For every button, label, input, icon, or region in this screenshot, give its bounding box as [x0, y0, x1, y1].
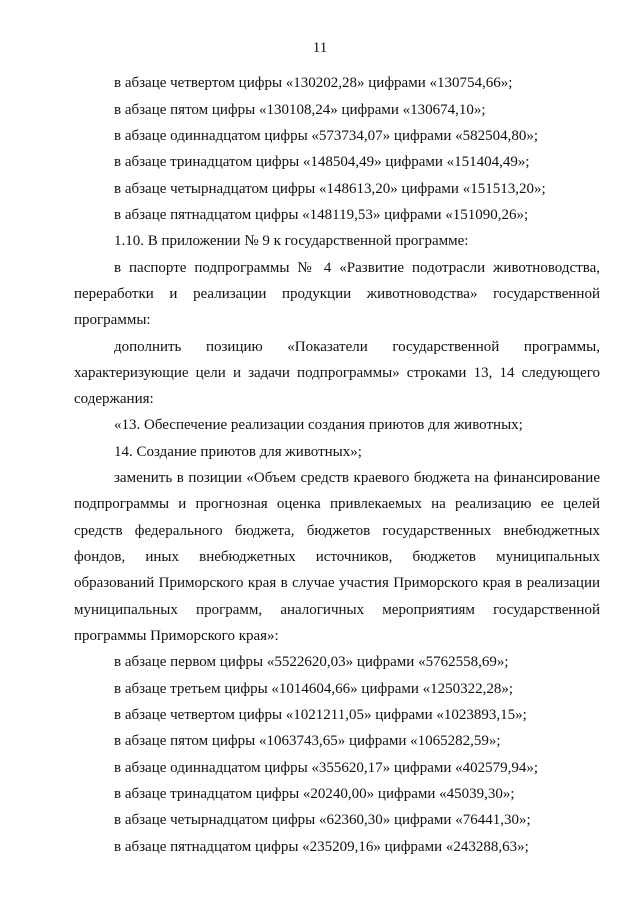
text-line: заменить в позиции «Объем средств краевого бюджета на финансирование	[114, 470, 600, 486]
text-line: в абзаце третьем цифры «1014604,66» цифрами «1250322,28»;	[114, 681, 514, 697]
text-line: содержания:	[74, 391, 154, 407]
text-line: программы:	[74, 312, 151, 328]
text-line: средств федерального бюджета, бюджетов государственных внебюджетных	[74, 523, 600, 539]
text-line: в абзаце четвертом цифры «1021211,05» цифрами «1023893,15»;	[114, 707, 527, 723]
section-heading: 1.10. В приложении № 9 к государственной программе:	[114, 233, 469, 249]
text-line: муниципальных программ, аналогичных мероприятиям государственной	[74, 602, 600, 618]
text-line: 14. Создание приютов для животных»;	[114, 444, 362, 460]
text-line: в абзаце пятнадцатом цифры «235209,16» цифрами «243288,63»;	[114, 839, 529, 855]
text-line: в абзаце четвертом цифры «130202,28» цифрами «130754,66»;	[114, 75, 513, 91]
text-line: подпрограммы и прогнозная оценка привлекаемых на реализацию ее целей	[74, 496, 600, 512]
text-line: образований Приморского края в случае участия Приморского края в реализации	[74, 575, 600, 591]
text-line: программы Приморского края»:	[74, 628, 279, 644]
text-line: в абзаце одиннадцатом цифры «355620,17» цифрами «402579,94»;	[114, 760, 539, 776]
text-line: в абзаце четырнадцатом цифры «148613,20» цифрами «151513,20»;	[114, 181, 546, 197]
text-line: «13. Обеспечение реализации создания приютов для животных;	[114, 417, 523, 433]
page-number: 11	[312, 40, 328, 56]
text-line: переработки и реализации продукции животноводства» государственной	[74, 286, 600, 302]
text-line: в абзаце пятом цифры «1063743,65» цифрами «1065282,59»;	[114, 733, 501, 749]
text-line: в абзаце тринадцатом цифры «148504,49» цифрами «151404,49»;	[114, 154, 530, 170]
text-line: в абзаце одиннадцатом цифры «573734,07» цифрами «582504,80»;	[114, 128, 539, 144]
text-line: фондов, иных внебюджетных источников, бюджетов муниципальных	[74, 549, 600, 565]
text-line: в абзаце пятнадцатом цифры «148119,53» цифрами «151090,26»;	[114, 207, 529, 223]
text-line: в абзаце четырнадцатом цифры «62360,30» цифрами «76441,30»;	[114, 812, 531, 828]
text-line: в абзаце тринадцатом цифры «20240,00» цифрами «45039,30»;	[114, 786, 515, 802]
text-line: в паспорте подпрограммы № 4 «Развитие подотрасли животноводства,	[114, 260, 600, 276]
text-line: дополнить позицию «Показатели государственной программы,	[114, 339, 600, 355]
text-line: в абзаце пятом цифры «130108,24» цифрами «130674,10»;	[114, 102, 486, 118]
text-line: характеризующие цели и задачи подпрограммы» строками 13, 14 следующего	[74, 365, 600, 381]
text-line: в абзаце первом цифры «5522620,03» цифрами «5762558,69»;	[114, 654, 509, 670]
